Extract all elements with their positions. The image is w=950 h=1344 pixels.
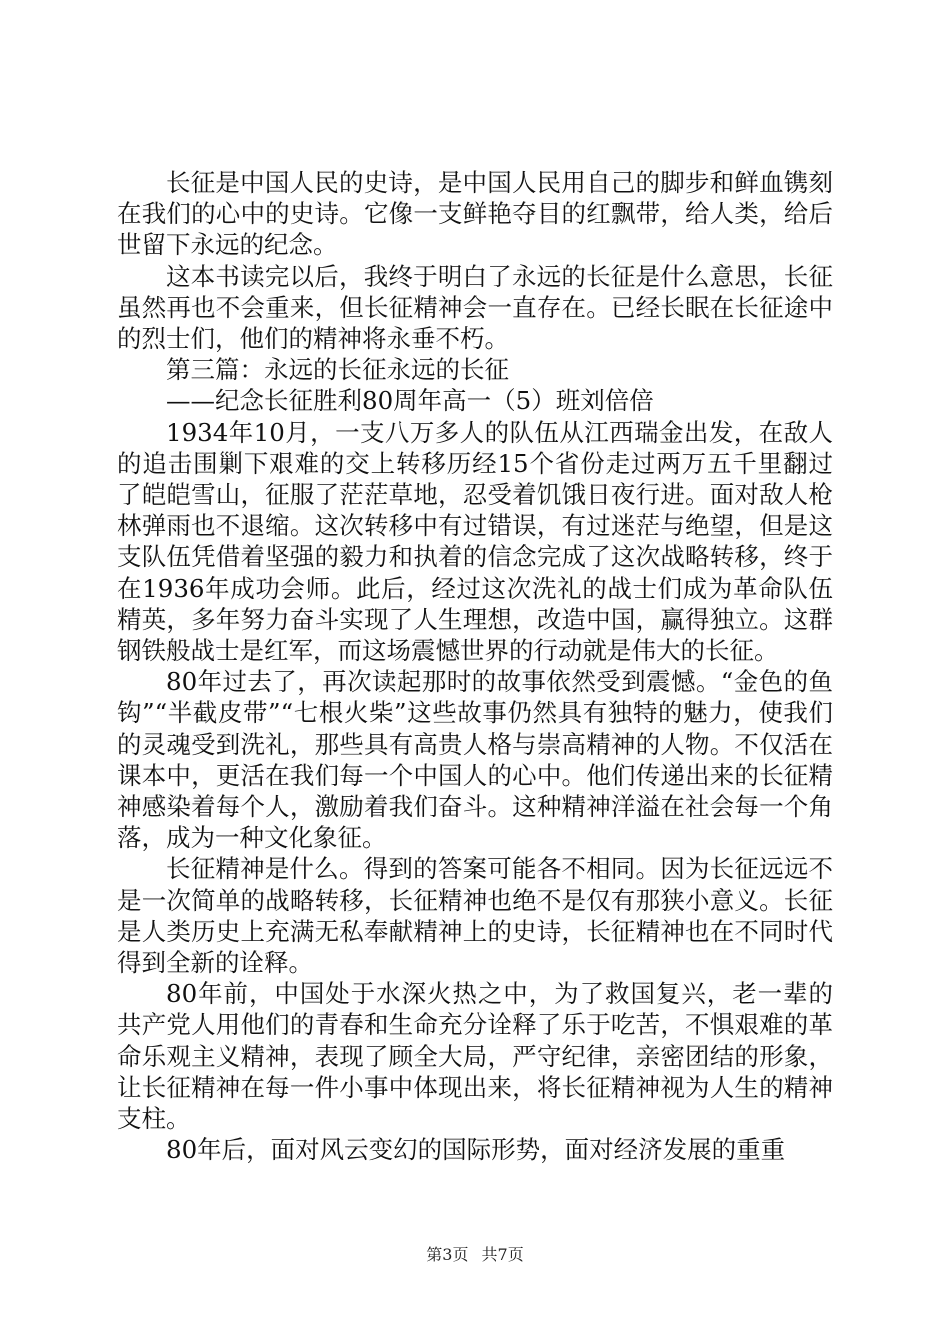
paragraph: 80年后，面对风云变幻的国际形势，面对经济发展的重重 xyxy=(166,1135,786,1165)
paragraph: 这本书读完以后，我终于明白了永远的长征是什么意思，长征虽然再也不会重来，但长征精神会一直存在。已经长眠在长征途中的烈士们，他们的精神将永垂不朽。 xyxy=(117,261,833,354)
paragraph: 长征是中国人民的史诗，是中国人民用自己的脚步和鲜血镌刻在我们的心中的史诗。它像一支鲜艳夺目的红飘带，给人类，给后世留下永远的纪念。 xyxy=(117,168,833,260)
section-title: 第三篇：永远的长征永远的长征 xyxy=(166,355,509,385)
page-number: 第3页 xyxy=(426,1245,469,1264)
paragraph: 1934年10月，一支八万多人的队伍从江西瑞金出发，在敌人的追击围剿下艰难的交上转移历经15个省份走过两万五千里翻过了皑皑雪山，征服了茫茫草地，忍受着饥饿日夜行进。面对敌人枪林弹雨也不退缩。这次转移中有过错误，有过迷茫与绝望，但是这支队伍凭借着坚强的毅力和执着的信念完成了这次战略转移，终于在1936年成功会师。此后，经过这次洗礼的战士们成为革命队伍精英，多年努力奋斗实现了人生理想，改造中国，赢得独立。这群钢铁般战士是红军，而这场震憾世界的行动就是伟大的长征。 xyxy=(117,417,833,666)
section-subtitle: ——纪念长征胜利80周年高一（5）班刘倍倍 xyxy=(166,386,654,416)
paragraph: 80年前，中国处于水深火热之中，为了救国复兴，老一辈的共产党人用他们的青春和生命充分诠释了乐于吃苦，不惧艰难的革命乐观主义精神，表现了顾全大局，严守纪律，亲密团结的形象，让长征精神在每一件小事中体现出来，将长征精神视为人生的精神支柱。 xyxy=(117,979,833,1134)
paragraph: 长征精神是什么。得到的答案可能各不相同。因为长征远远不是一次简单的战略转移，长征精神也绝不是仅有那狭小意义。长征是人类历史上充满无私奉献精神上的史诗，长征精神也在不同时代得到全新的诠释。 xyxy=(117,854,833,978)
page-total: 共7页 xyxy=(481,1245,524,1264)
page-footer xyxy=(0,1242,950,1265)
paragraph: 80年过去了，再次读起那时的故事依然受到震憾。“金色的鱼钩”“半截皮带”“七根火柴”这些故事仍然具有独特的魅力，使我们的灵魂受到洗礼，那些具有高贵人格与崇高精神的人物。不仅活在课本中，更活在我们每一个中国人的心中。他们传递出来的长征精神感染着每个人，激励着我们奋斗。这种精神洋溢在社会每一个角落，成为一种文化象征。 xyxy=(117,667,833,853)
document-body xyxy=(117,167,833,1166)
